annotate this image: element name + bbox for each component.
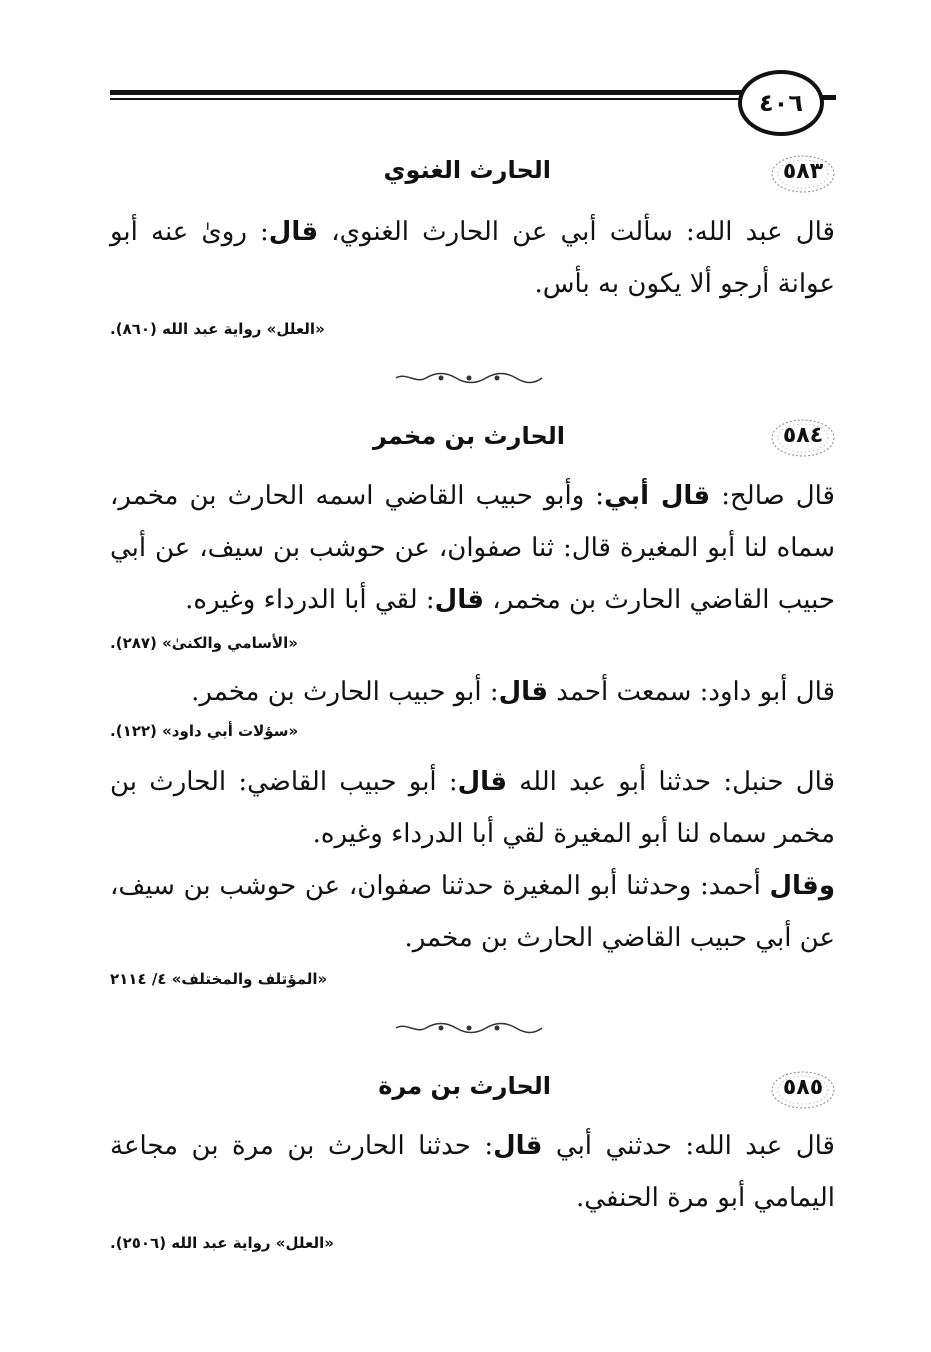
- entry-paragraph: قال عبد الله: حدثني أبي قال: حدثنا الحارث بن مرة بن مجاعة اليمامي أبو مرة الحنفي.: [110, 1131, 835, 1213]
- reference-note: «العلل» رواية عبد الله (٨٦٠).: [110, 320, 325, 338]
- reference-note: «سؤلات أبي داود» (١٢٢).: [110, 722, 299, 740]
- page-number: ٤٠٦: [738, 70, 824, 136]
- section-divider-ornament: [394, 372, 544, 384]
- entry-paragraph: قال صالح: قال أبي: وأبو حبيب القاضي اسمه الحارث بن مخمر، سماه لنا أبو المغيرة قال: ثنا صفوان، عن حوشب بن سيف، عن أبي حبيب القاضي الحارث بن مخمر، قال: لقي أبا الدرداء وغيره.: [110, 481, 835, 615]
- entry-number: ٥٨٤: [782, 423, 824, 448]
- entry-number: ٥٨٣: [782, 159, 824, 184]
- entry-number-badge: [770, 418, 836, 458]
- reference-note: «المؤتلف والمختلف» ٤/ ٢١١٤: [110, 970, 328, 988]
- entry-number-badge: [770, 1070, 836, 1110]
- entry-number: ٥٨٥: [782, 1075, 824, 1100]
- header-rule: [110, 90, 750, 104]
- entry-paragraph: قال عبد الله: سألت أبي عن الحارث الغنوي، قال: روىٰ عنه أبو عوانة أرجو ألا يكون به بأس.: [110, 217, 835, 299]
- entry-paragraph: قال حنبل: حدثنا أبو عبد الله قال: أبو حبيب القاضي: الحارث بن مخمر سماه لنا أبو المغيرة لقي أبا الدرداء وغيره.: [110, 767, 835, 849]
- entry-paragraph: وقال أحمد: وحدثنا أبو المغيرة حدثنا صفوان، عن حوشب بن سيف، عن أبي حبيب القاضي الحارث بن مخمر.: [110, 871, 835, 953]
- entry-number-badge: [770, 154, 836, 194]
- entry-title: الحارث بن مخمر: [373, 422, 565, 450]
- entry-title: الحارث الغنوي: [383, 156, 551, 184]
- entry-paragraph: قال أبو داود: سمعت أحمد قال: أبو حبيب الحارث بن مخمر.: [191, 677, 835, 707]
- reference-note: «العلل» رواية عبد الله (٢٥٠٦).: [110, 1234, 334, 1252]
- entry-title: الحارث بن مرة: [378, 1072, 551, 1100]
- reference-note: «الأسامي والكنىٰ» (٢٨٧).: [110, 634, 298, 652]
- section-divider-ornament: [394, 1022, 544, 1034]
